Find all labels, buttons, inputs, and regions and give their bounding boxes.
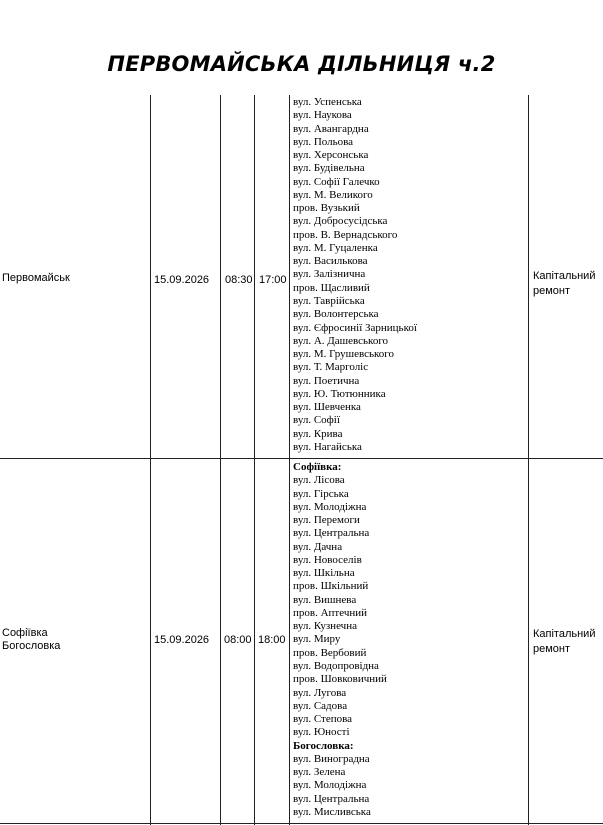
date-cell: 15.09.2026 xyxy=(154,634,210,646)
street-item: пров. В. Вернадського xyxy=(293,228,398,241)
end-time-cell: 18:00 xyxy=(258,634,286,646)
street-item: вул. Наукова xyxy=(293,109,352,122)
street-item: вул. Т. Марголіс xyxy=(293,361,369,374)
street-item: вул. Волонтерська xyxy=(293,308,379,321)
street-item: вул. М. Гуцаленка xyxy=(293,241,378,254)
street-item: вул. Софії Галечко xyxy=(293,175,380,188)
street-item: вул. Лісова xyxy=(293,474,345,487)
table-row-divider xyxy=(0,458,603,459)
street-item: вул. Крива xyxy=(293,427,343,440)
location-line: Софіївка xyxy=(2,627,48,639)
street-item: вул. Шкільна xyxy=(293,567,355,580)
street-item: вул. А. Дашевського xyxy=(293,334,389,347)
work-type-line: ремонт xyxy=(533,285,571,297)
street-item: вул. Молодіжна xyxy=(293,500,367,513)
street-item: вул. Водопровідна xyxy=(293,659,379,672)
street-item: вул. Польова xyxy=(293,135,354,148)
street-item: вул. Лугова xyxy=(293,686,347,699)
street-item: вул. Єфросинії Зарницької xyxy=(293,321,417,334)
street-item: вул. Центральна xyxy=(293,527,370,540)
date-cell: 15.09.2026 xyxy=(154,274,210,286)
settlement-header: Богословка: xyxy=(293,739,354,752)
street-item: вул. Молодіжна xyxy=(293,779,367,792)
street-item: вул. Шевченка xyxy=(293,401,361,414)
street-item: пров. Шовковичний xyxy=(293,673,387,686)
start-time-cell: 08:30 xyxy=(225,274,253,286)
table-divider-col1 xyxy=(150,95,151,825)
street-item: вул. Степова xyxy=(293,713,353,726)
street-item: вул. Залізнична xyxy=(293,268,366,281)
page-title: ПЕРВОМАЙСЬКА ДІЛЬНИЦЯ ч.2 xyxy=(107,52,496,76)
street-item: вул. Василькова xyxy=(293,255,368,268)
street-item: вул. М. Великого xyxy=(293,188,373,201)
location-line: Первомайськ xyxy=(2,272,70,284)
street-item: вул. Успенська xyxy=(293,96,362,108)
streets-list xyxy=(293,96,417,454)
street-item: вул. Перемоги xyxy=(293,514,360,527)
work-type-line: Капітальний xyxy=(533,628,596,640)
settlement-header: Софіївка: xyxy=(293,461,342,473)
street-item: пров. Вузький xyxy=(293,202,360,215)
street-item: пров. Вербовий xyxy=(293,646,367,659)
work-type-cell xyxy=(533,628,595,656)
street-item: вул. Нагайська xyxy=(293,440,362,453)
street-item: вул. Вишнева xyxy=(293,593,357,606)
street-item: вул. Кузнечна xyxy=(293,620,357,633)
street-item: пров. Щасливий xyxy=(293,281,370,294)
street-item: вул. Центральна xyxy=(293,792,370,805)
street-item: вул. Будівельна xyxy=(293,162,365,175)
street-item: вул. Херсонська xyxy=(293,149,369,162)
street-item: вул. Виноградна xyxy=(293,752,370,765)
street-item: вул. Софії xyxy=(293,414,340,427)
work-type-line: Капітальний xyxy=(533,270,596,282)
table-divider-col4 xyxy=(289,95,290,825)
street-item: вул. Садова xyxy=(293,699,348,712)
street-item: вул. Авангардна xyxy=(293,122,369,135)
street-item: пров. Аптечний xyxy=(293,606,368,619)
street-item: вул. Таврійська xyxy=(293,294,365,307)
table-divider-col2 xyxy=(220,95,221,825)
street-item: вул. Гірська xyxy=(293,487,349,500)
table-divider-col3 xyxy=(254,95,255,825)
start-time-cell: 08:00 xyxy=(224,634,252,646)
street-item: вул. Миру xyxy=(293,633,341,646)
location-cell xyxy=(2,627,60,653)
street-item: вул. Новоселів xyxy=(293,553,362,566)
location-cell xyxy=(2,272,70,285)
street-item: вул. Поетична xyxy=(293,374,360,387)
street-item: вул. Мисливська xyxy=(293,805,371,818)
street-item: вул. Дачна xyxy=(293,540,343,553)
table-divider-col5 xyxy=(528,95,529,825)
work-type-line: ремонт xyxy=(533,643,571,655)
street-item: вул. М. Грушевського xyxy=(293,348,395,361)
end-time-cell: 17:00 xyxy=(259,274,287,286)
work-type-cell xyxy=(533,270,595,298)
street-item: вул. Юності xyxy=(293,726,350,739)
table-bottom-border xyxy=(0,823,603,824)
location-line: Богословка xyxy=(2,640,61,652)
streets-list xyxy=(293,461,387,819)
street-item: вул. Добросусідська xyxy=(293,215,388,228)
street-item: вул. Ю. Тютюнника xyxy=(293,387,386,400)
street-item: вул. Зелена xyxy=(293,766,346,779)
street-item: пров. Шкільний xyxy=(293,580,369,593)
